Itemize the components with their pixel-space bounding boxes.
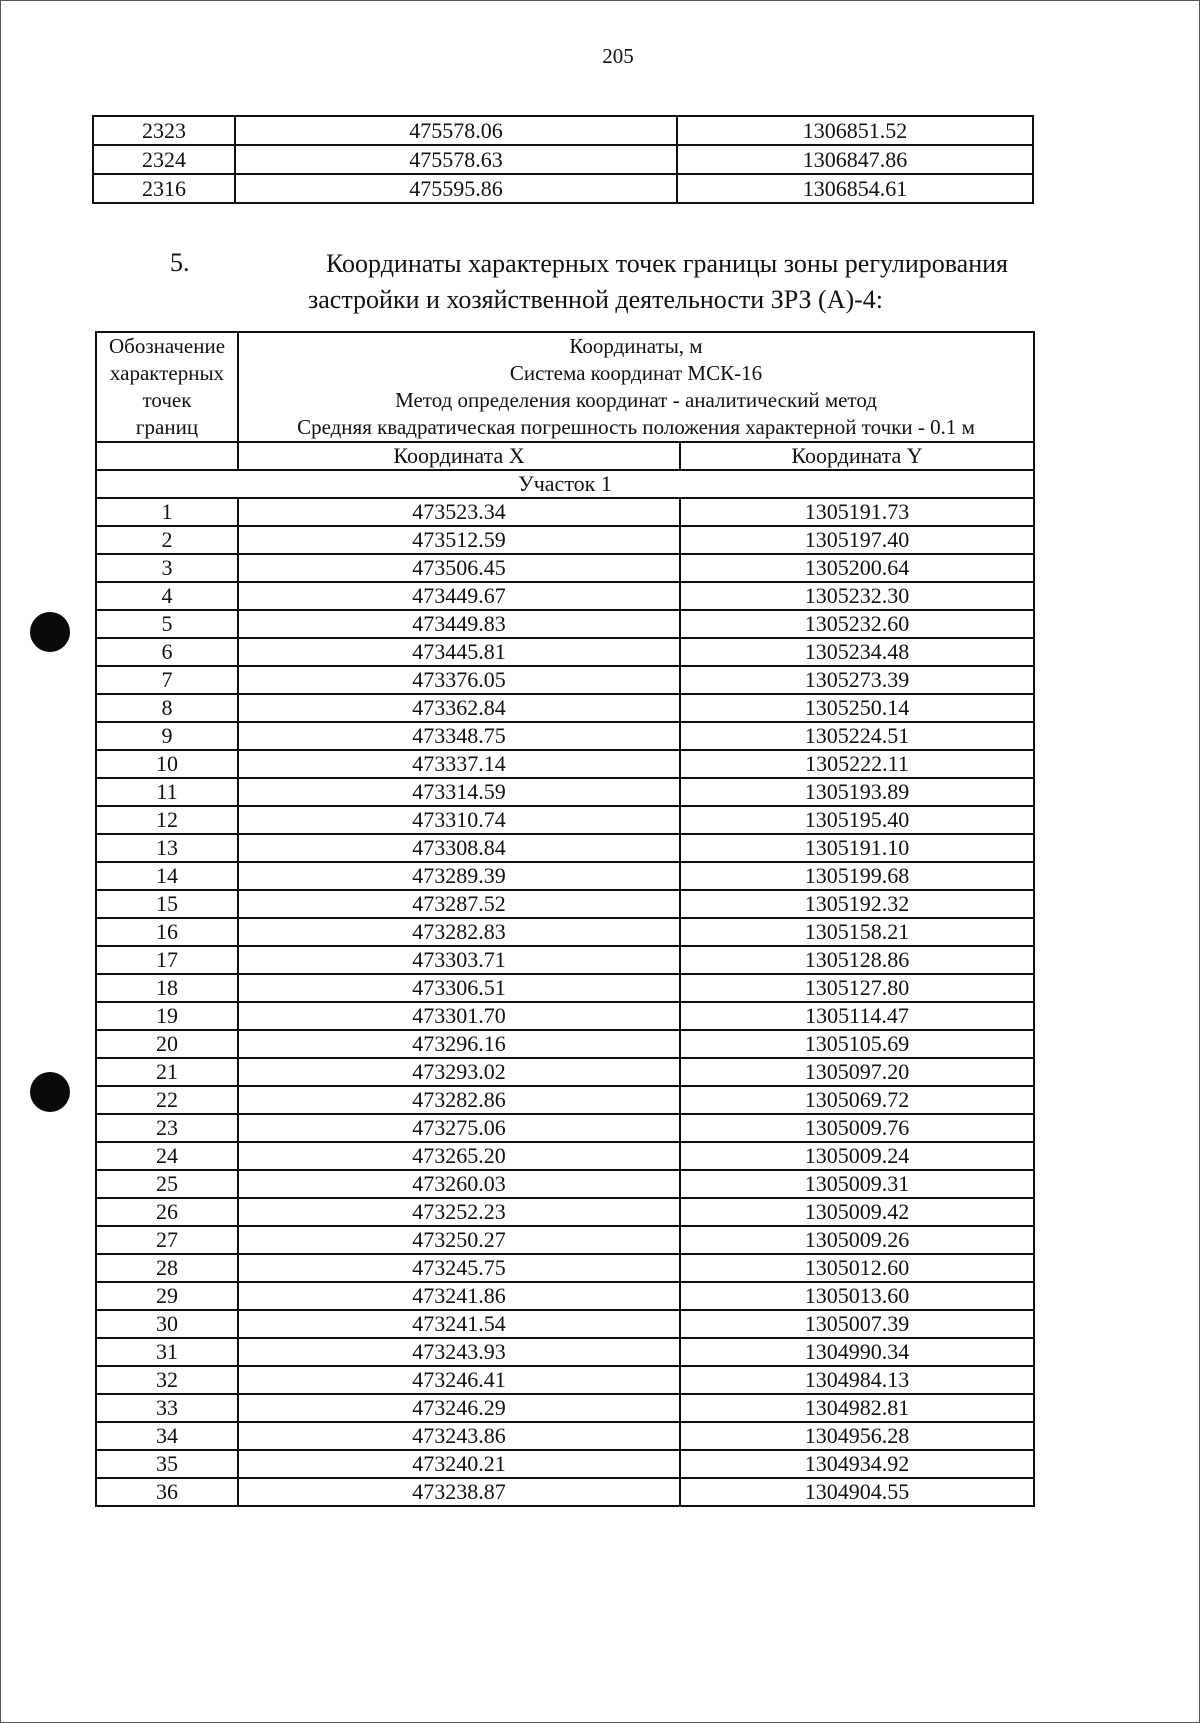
y-coordinate-cell: 1305232.60 bbox=[680, 610, 1034, 638]
x-coordinate-cell: 475578.63 bbox=[235, 145, 677, 174]
table-row bbox=[96, 1030, 1034, 1058]
x-coordinate-cell: 473287.52 bbox=[238, 890, 680, 918]
y-coordinate-cell: 1305128.86 bbox=[680, 946, 1034, 974]
x-coordinate-cell: 473306.51 bbox=[238, 974, 680, 1002]
y-coordinate-cell: 1304934.92 bbox=[680, 1450, 1034, 1478]
point-number-cell: 5 bbox=[96, 610, 238, 638]
header-text: Средняя квадратическая погрешность положения характерной точки - 0.1 м bbox=[297, 415, 975, 439]
x-coordinate-cell: 473376.05 bbox=[238, 666, 680, 694]
table-row bbox=[96, 722, 1034, 750]
table-row bbox=[96, 1254, 1034, 1282]
y-coordinate-cell: 1305007.39 bbox=[680, 1310, 1034, 1338]
coordinates-table bbox=[95, 331, 1035, 1507]
x-coordinate-cell: 473337.14 bbox=[238, 750, 680, 778]
y-coordinate-cell: 1306854.61 bbox=[677, 174, 1033, 203]
table-row bbox=[93, 174, 1033, 203]
x-coordinate-cell: 473241.86 bbox=[238, 1282, 680, 1310]
table-row bbox=[93, 116, 1033, 145]
table-row bbox=[96, 1170, 1034, 1198]
table-row bbox=[96, 778, 1034, 806]
x-header: Координата X bbox=[238, 442, 680, 470]
point-number-cell: 4 bbox=[96, 582, 238, 610]
x-coordinate-cell: 473243.86 bbox=[238, 1422, 680, 1450]
point-number-cell: 7 bbox=[96, 666, 238, 694]
point-number-cell: 17 bbox=[96, 946, 238, 974]
point-number-cell: 31 bbox=[96, 1338, 238, 1366]
x-coordinate-cell: 473314.59 bbox=[238, 778, 680, 806]
point-number-cell: 1 bbox=[96, 498, 238, 526]
x-coordinate-cell: 473293.02 bbox=[238, 1058, 680, 1086]
header-text: границ bbox=[135, 415, 199, 439]
x-coordinate-cell: 475595.86 bbox=[235, 174, 677, 203]
axis-header-row bbox=[96, 442, 1034, 470]
table-row bbox=[93, 145, 1033, 174]
x-coordinate-cell: 473506.45 bbox=[238, 554, 680, 582]
x-coordinate-cell: 473362.84 bbox=[238, 694, 680, 722]
point-number-cell: 24 bbox=[96, 1142, 238, 1170]
y-coordinate-cell: 1305105.69 bbox=[680, 1030, 1034, 1058]
y-coordinate-cell: 1305158.21 bbox=[680, 918, 1034, 946]
y-coordinate-cell: 1305193.89 bbox=[680, 778, 1034, 806]
point-number-cell: 15 bbox=[96, 890, 238, 918]
x-coordinate-cell: 473348.75 bbox=[238, 722, 680, 750]
y-coordinate-cell: 1305009.42 bbox=[680, 1198, 1034, 1226]
table-row bbox=[96, 1086, 1034, 1114]
point-number-cell: 27 bbox=[96, 1226, 238, 1254]
y-coordinate-cell: 1304956.28 bbox=[680, 1422, 1034, 1450]
point-number-cell: 19 bbox=[96, 1002, 238, 1030]
point-number-cell: 32 bbox=[96, 1366, 238, 1394]
y-header: Координата Y bbox=[680, 442, 1034, 470]
header-text: Координаты, м bbox=[569, 334, 703, 358]
point-number-cell: 26 bbox=[96, 1198, 238, 1226]
coordinates-header bbox=[238, 332, 1034, 442]
point-number-cell: 28 bbox=[96, 1254, 238, 1282]
y-coordinate-cell: 1304984.13 bbox=[680, 1366, 1034, 1394]
x-coordinate-cell: 473241.54 bbox=[238, 1310, 680, 1338]
y-coordinate-cell: 1305009.26 bbox=[680, 1226, 1034, 1254]
y-coordinate-cell: 1306851.52 bbox=[677, 116, 1033, 145]
point-number-cell: 11 bbox=[96, 778, 238, 806]
y-coordinate-cell: 1305009.31 bbox=[680, 1170, 1034, 1198]
section-title bbox=[300, 246, 1090, 318]
point-number-cell: 23 bbox=[96, 1114, 238, 1142]
section-title-line-2: застройки и хозяйственной деятельности ЗРЗ (А)-4: bbox=[308, 285, 884, 314]
x-coordinate-cell: 473308.84 bbox=[238, 834, 680, 862]
point-designation-header bbox=[96, 332, 238, 442]
y-coordinate-cell: 1305250.14 bbox=[680, 694, 1034, 722]
point-number-cell: 20 bbox=[96, 1030, 238, 1058]
table-row bbox=[96, 1394, 1034, 1422]
y-coordinate-cell: 1305199.68 bbox=[680, 862, 1034, 890]
point-number-cell: 21 bbox=[96, 1058, 238, 1086]
point-number-cell: 6 bbox=[96, 638, 238, 666]
point-number-cell: 8 bbox=[96, 694, 238, 722]
y-coordinate-cell: 1305195.40 bbox=[680, 806, 1034, 834]
x-coordinate-cell: 473238.87 bbox=[238, 1478, 680, 1506]
point-number-cell: 2 bbox=[96, 526, 238, 554]
table-row bbox=[96, 1478, 1034, 1506]
y-coordinate-cell: 1305097.20 bbox=[680, 1058, 1034, 1086]
y-coordinate-cell: 1305197.40 bbox=[680, 526, 1034, 554]
table-row bbox=[96, 1422, 1034, 1450]
x-coordinate-cell: 473310.74 bbox=[238, 806, 680, 834]
table-row bbox=[96, 1114, 1034, 1142]
point-number-cell: 35 bbox=[96, 1450, 238, 1478]
binder-hole bbox=[30, 612, 70, 652]
x-coordinate-cell: 473282.83 bbox=[238, 918, 680, 946]
table-row bbox=[96, 1310, 1034, 1338]
table-row bbox=[96, 526, 1034, 554]
table-row bbox=[96, 666, 1034, 694]
point-number-cell: 29 bbox=[96, 1282, 238, 1310]
x-coordinate-cell: 473523.34 bbox=[238, 498, 680, 526]
point-number-cell: 2324 bbox=[93, 145, 235, 174]
table-row bbox=[96, 1002, 1034, 1030]
table-row bbox=[96, 862, 1034, 890]
table-row bbox=[96, 890, 1034, 918]
table-row bbox=[96, 1142, 1034, 1170]
x-coordinate-cell: 473289.39 bbox=[238, 862, 680, 890]
y-coordinate-cell: 1305234.48 bbox=[680, 638, 1034, 666]
point-number-cell: 33 bbox=[96, 1394, 238, 1422]
x-coordinate-cell: 473301.70 bbox=[238, 1002, 680, 1030]
point-number-cell: 14 bbox=[96, 862, 238, 890]
point-number-cell: 2316 bbox=[93, 174, 235, 203]
table-row bbox=[96, 1058, 1034, 1086]
x-coordinate-cell: 473449.83 bbox=[238, 610, 680, 638]
table-row bbox=[96, 610, 1034, 638]
header-text: точек bbox=[142, 388, 192, 412]
x-coordinate-cell: 473252.23 bbox=[238, 1198, 680, 1226]
table-row bbox=[96, 946, 1034, 974]
y-coordinate-cell: 1305222.11 bbox=[680, 750, 1034, 778]
header-text: Система координат МСК-16 bbox=[509, 361, 763, 385]
y-coordinate-cell: 1305224.51 bbox=[680, 722, 1034, 750]
point-number-cell: 34 bbox=[96, 1422, 238, 1450]
continued-coordinates-table bbox=[92, 115, 1034, 204]
y-coordinate-cell: 1305009.24 bbox=[680, 1142, 1034, 1170]
y-coordinate-cell: 1306847.86 bbox=[677, 145, 1033, 174]
x-coordinate-cell: 473250.27 bbox=[238, 1226, 680, 1254]
table-row bbox=[96, 554, 1034, 582]
y-coordinate-cell: 1305200.64 bbox=[680, 554, 1034, 582]
header-text: Метод определения координат - аналитический метод bbox=[395, 388, 877, 412]
table-row bbox=[96, 834, 1034, 862]
table-row bbox=[96, 1198, 1034, 1226]
point-number-cell: 9 bbox=[96, 722, 238, 750]
table-row bbox=[96, 582, 1034, 610]
header-row bbox=[96, 332, 1034, 442]
table-row bbox=[96, 694, 1034, 722]
y-coordinate-cell: 1305114.47 bbox=[680, 1002, 1034, 1030]
point-number-cell: 16 bbox=[96, 918, 238, 946]
section-number: 5. bbox=[170, 248, 190, 277]
point-number-cell: 10 bbox=[96, 750, 238, 778]
header-text: Обозначение bbox=[108, 334, 226, 358]
table-row bbox=[96, 1450, 1034, 1478]
point-number-cell: 18 bbox=[96, 974, 238, 1002]
y-coordinate-cell: 1304904.55 bbox=[680, 1478, 1034, 1506]
table-row bbox=[96, 1338, 1034, 1366]
point-number-cell: 12 bbox=[96, 806, 238, 834]
x-coordinate-cell: 473265.20 bbox=[238, 1142, 680, 1170]
x-coordinate-cell: 473246.41 bbox=[238, 1366, 680, 1394]
table-row bbox=[96, 638, 1034, 666]
y-coordinate-cell: 1305012.60 bbox=[680, 1254, 1034, 1282]
table-row bbox=[96, 918, 1034, 946]
empty-cell bbox=[96, 442, 238, 470]
table-row bbox=[96, 1226, 1034, 1254]
x-coordinate-cell: 473275.06 bbox=[238, 1114, 680, 1142]
y-coordinate-cell: 1304982.81 bbox=[680, 1394, 1034, 1422]
x-coordinate-cell: 473246.29 bbox=[238, 1394, 680, 1422]
x-coordinate-cell: 473296.16 bbox=[238, 1030, 680, 1058]
x-coordinate-cell: 475578.06 bbox=[235, 116, 677, 145]
point-number-cell: 22 bbox=[96, 1086, 238, 1114]
x-coordinate-cell: 473260.03 bbox=[238, 1170, 680, 1198]
x-coordinate-cell: 473282.86 bbox=[238, 1086, 680, 1114]
section-title-line-1: Координаты характерных точек границы зоны регулирования bbox=[326, 249, 1008, 278]
point-number-cell: 2323 bbox=[93, 116, 235, 145]
y-coordinate-cell: 1305127.80 bbox=[680, 974, 1034, 1002]
page-number: 205 bbox=[602, 44, 634, 68]
y-coordinate-cell: 1304990.34 bbox=[680, 1338, 1034, 1366]
x-coordinate-cell: 473445.81 bbox=[238, 638, 680, 666]
table-row bbox=[96, 750, 1034, 778]
plot-section-row bbox=[96, 470, 1034, 498]
binder-hole bbox=[30, 1072, 70, 1112]
x-coordinate-cell: 473449.67 bbox=[238, 582, 680, 610]
y-coordinate-cell: 1305191.73 bbox=[680, 498, 1034, 526]
table-row bbox=[96, 806, 1034, 834]
y-coordinate-cell: 1305009.76 bbox=[680, 1114, 1034, 1142]
header-text: характерных bbox=[109, 361, 225, 385]
y-coordinate-cell: 1305069.72 bbox=[680, 1086, 1034, 1114]
x-coordinate-cell: 473245.75 bbox=[238, 1254, 680, 1282]
table-row bbox=[96, 974, 1034, 1002]
table-row bbox=[96, 1282, 1034, 1310]
x-coordinate-cell: 473512.59 bbox=[238, 526, 680, 554]
y-coordinate-cell: 1305273.39 bbox=[680, 666, 1034, 694]
point-number-cell: 36 bbox=[96, 1478, 238, 1506]
point-number-cell: 25 bbox=[96, 1170, 238, 1198]
table-row bbox=[96, 498, 1034, 526]
table-row bbox=[96, 1366, 1034, 1394]
plot-section-label: Участок 1 bbox=[96, 470, 1034, 498]
point-number-cell: 3 bbox=[96, 554, 238, 582]
point-number-cell: 13 bbox=[96, 834, 238, 862]
x-coordinate-cell: 473240.21 bbox=[238, 1450, 680, 1478]
y-coordinate-cell: 1305192.32 bbox=[680, 890, 1034, 918]
point-number-cell: 30 bbox=[96, 1310, 238, 1338]
y-coordinate-cell: 1305191.10 bbox=[680, 834, 1034, 862]
y-coordinate-cell: 1305232.30 bbox=[680, 582, 1034, 610]
x-coordinate-cell: 473303.71 bbox=[238, 946, 680, 974]
x-coordinate-cell: 473243.93 bbox=[238, 1338, 680, 1366]
y-coordinate-cell: 1305013.60 bbox=[680, 1282, 1034, 1310]
